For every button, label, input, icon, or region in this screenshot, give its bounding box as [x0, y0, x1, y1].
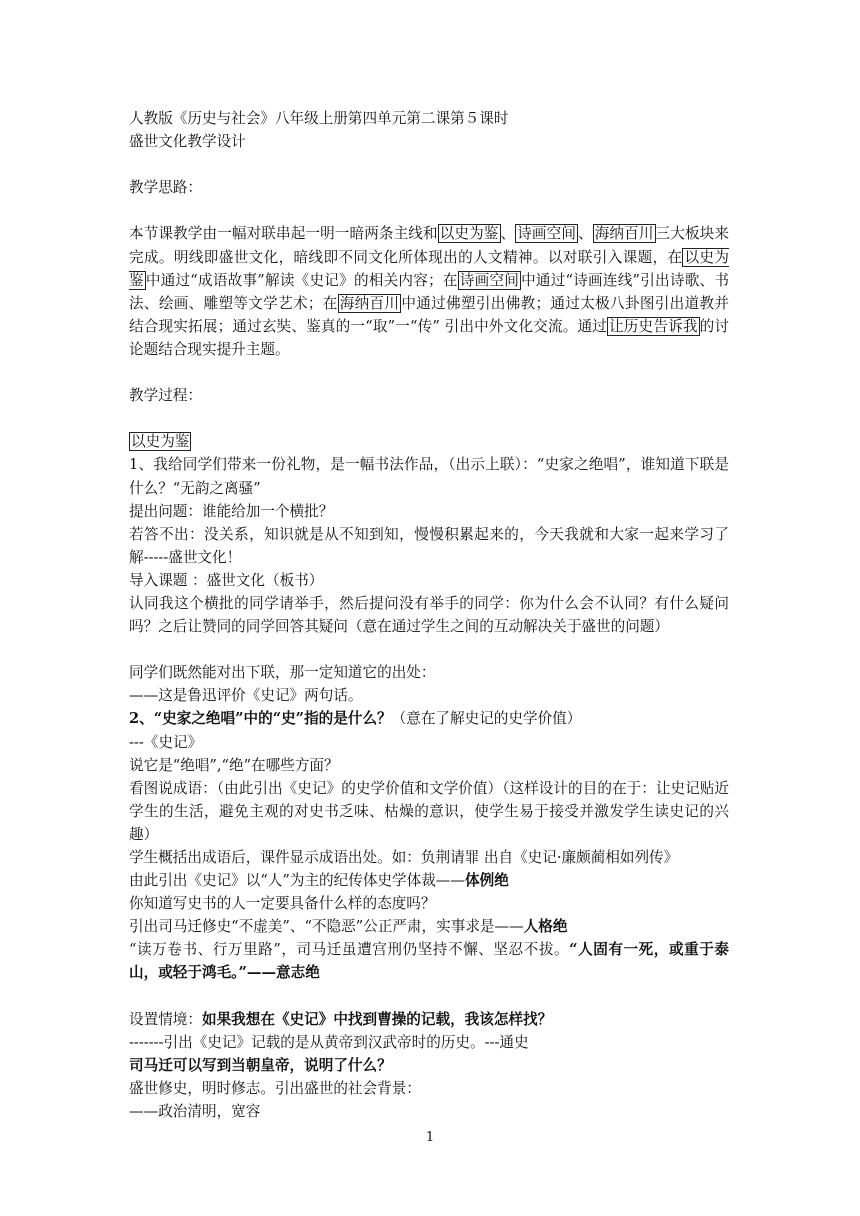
process-line-20: 盛世修史，明时修志。引出盛世的社会背景：: [129, 1079, 421, 1097]
document-title-line1: 人教版《历史与社会》八年级上册第四单元第二课第５课时: [129, 110, 509, 127]
idea-text: 中通过“成语故事”解读《史记》的相关内容；在: [145, 271, 458, 289]
bold-text: 人格绝: [523, 918, 568, 936]
page-number: 1: [425, 1130, 435, 1145]
process-line-2: 提出问题：谁能给加一个横批？: [129, 502, 334, 520]
blank-line: [129, 985, 729, 1008]
blank-line: [129, 407, 729, 430]
blank-line: [129, 153, 729, 176]
blank-line: [129, 361, 729, 384]
note-text: （意在了解史记的史学价值）: [391, 710, 582, 728]
idea-text: 中通过“诗画连线”引出诗歌、书法、绘画、雕塑等文学艺术；在: [129, 271, 729, 312]
process-line-14: 你知道写史书的人一定要具备什么样的态度吗？: [129, 895, 436, 913]
plain-text: “读万卷书、行万里路”，司马迁虽遭宫刑仍坚持不懈、坚忍不拔。: [129, 941, 570, 959]
boxed-term: 诗画空间: [517, 225, 577, 243]
bold-text: “人固有一死，或重于泰山，或轻于鸿毛。”——意志绝: [129, 941, 729, 982]
section-title: [129, 430, 729, 453]
process-line-4: 导入课题 ：盛世文化（板书）: [129, 571, 324, 589]
process-line-15: [129, 915, 729, 938]
process-line-11: 看图说成语：（由此引出《史记》的史学价值和文学价值）（这样设计的目的在于：让史记贴近学生的生活，避免主观的对史书乏味、枯燥的意识，使学生易于接受并激发学生读史记的兴趣）: [129, 779, 729, 843]
bold-text: 体例绝: [465, 872, 509, 890]
idea-text: 中通过佛塑引出佛教；通过太极八卦图引出道教并结合现实拓展；通过玄奘、鉴真的一“取”一“传” 引出中外文化交流。通过: [129, 294, 729, 335]
process-line-18: -------引出《史记》记载的是从黄帝到汉武帝时的历史。---通史: [129, 1033, 529, 1051]
idea-text: 三大板块来完成。明线即盛世文化，暗线即不同文化所体现出的人文精神。以对联引入课题，在: [129, 225, 729, 266]
idea-heading: 教学思路：: [129, 179, 202, 197]
process-line-6: 同学们既然能对出下联，那一定知道它的出处：: [129, 664, 436, 682]
boxed-term: 以史为鉴: [129, 248, 729, 289]
boxed-term: 海纳百川: [594, 225, 654, 243]
process-line-7: ——这是鲁迅评价《史记》两句话。: [129, 687, 363, 705]
process-heading: 教学过程：: [129, 387, 202, 405]
blank-line: [129, 638, 729, 661]
separator: 、: [578, 225, 593, 243]
process-line-1: 1、我给同学们带来一份礼物，是一幅书法作品，（出示上联）：“史家之绝唱”，谁知道下联是什么？“无韵之离骚”: [129, 456, 729, 497]
document-title-line2: 盛世文化教学设计: [129, 133, 246, 151]
blank-line: [129, 199, 729, 222]
idea-paragraph: [129, 222, 729, 361]
idea-text: 本节课教学由一幅对联串起一明一暗两条主线和: [129, 225, 438, 243]
boxed-term: 以史为鉴: [131, 433, 190, 451]
process-line-19: 司马迁可以写到当朝皇帝，说明了什么？: [129, 1056, 392, 1074]
process-line-5: 认同我这个横批的同学请举手，然后提问没有举手的同学：你为什么会不认同？有什么疑问吗？之后让赞同的同学回答其疑问（意在通过学生之间的互动解决关于盛世的问题）: [129, 594, 729, 636]
process-line-10: 说它是“绝唱”,“绝”在哪些方面？: [129, 756, 339, 774]
document-body: [129, 107, 729, 1123]
plain-text: 设置情境：: [129, 1010, 202, 1028]
boxed-term: 海纳百川: [339, 294, 400, 312]
separator: 、: [500, 225, 516, 243]
process-line-16: [129, 938, 729, 984]
idea-text: 的讨论题结合现实提升主题。: [129, 317, 729, 358]
plain-text: 引出司马迁修史“不虚美”、“不隐恶”公正严肃，实事求是——: [129, 918, 524, 936]
bold-text: 如果我想在《史记》中找到曹操的记载，我该怎样找？: [201, 1010, 553, 1028]
boxed-term: 以史为鉴: [439, 225, 499, 243]
process-line-21: ——政治清明，宽容: [129, 1103, 261, 1121]
process-line-17: [129, 1008, 729, 1031]
process-line-3: 若答不出：没关系，知识就是从不知到知，慢慢积累起来的，今天我就和大家一起来学习了解-----盛世文化！: [129, 525, 729, 566]
process-line-13: [129, 869, 729, 892]
bold-question: 2、“史家之绝唱”中的“史”指的是什么？: [129, 710, 392, 728]
process-line-12: 学生概括出成语后，课件显示成语出处。如：负荆请罪 出自《史记·廉颇蔺相如列传》: [129, 849, 679, 866]
process-line-8: [129, 707, 729, 730]
boxed-term: 让历史告诉我: [609, 317, 698, 335]
plain-text: 由此引出《史记》以“人”为主的纪传体史学体裁——: [129, 872, 465, 890]
process-line-9: ---《史记》: [129, 733, 203, 751]
boxed-term: 诗画空间: [459, 271, 520, 289]
